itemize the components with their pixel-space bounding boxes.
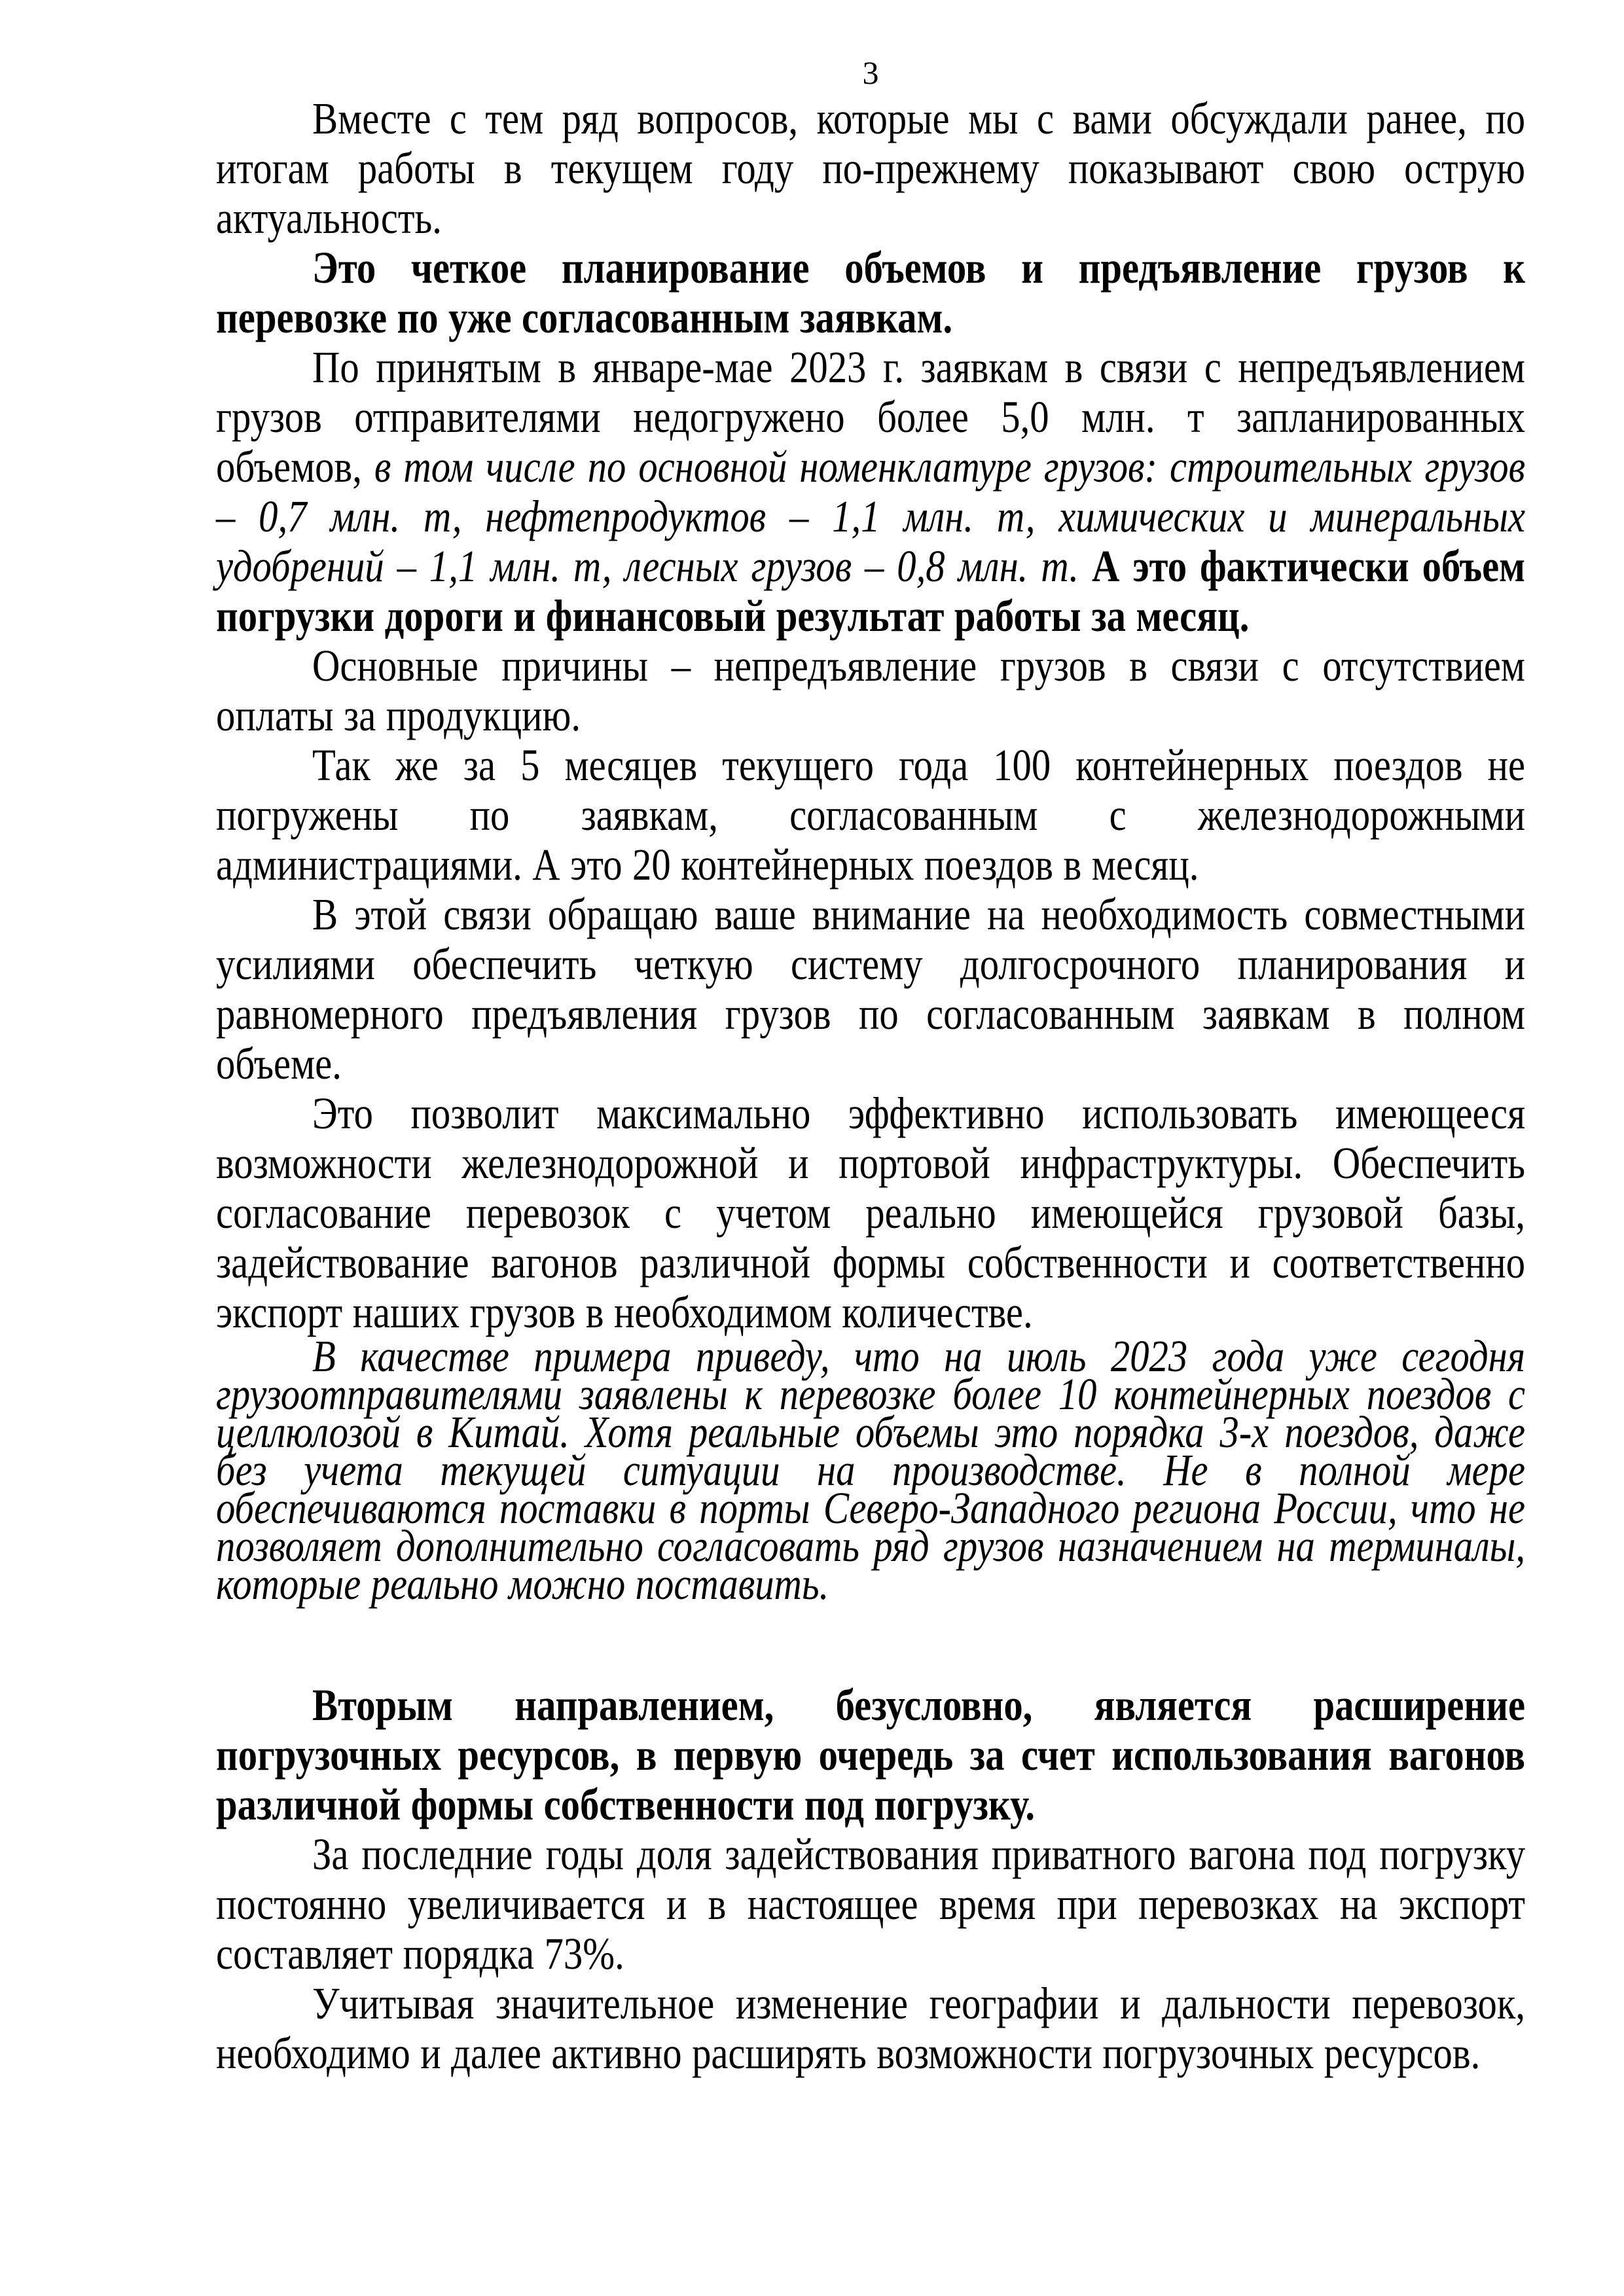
paragraph-p7 xyxy=(216,1088,1525,1337)
paragraph-p3 xyxy=(216,342,1525,641)
text-run-normal: За последние годы доля задействования приватного вагона под погрузку постоянно увеличивается и в настоящее время при перевозках на экспорт составляет порядка 73%. xyxy=(216,1829,1526,1979)
paragraph-p11 xyxy=(216,1979,1525,2078)
text-run-normal: Так же за 5 месяцев текущего года 100 контейнерных поездов не погружены по заявкам, согласованным с железнодорожными администрациями. А это 20 контейнерных поездов в месяц. xyxy=(216,740,1526,889)
paragraph-p2 xyxy=(216,243,1525,342)
paragraph-p6 xyxy=(216,889,1525,1088)
text-run-normal: Это позволит максимально эффективно использовать имеющееся возможности железнодорожной и портовой инфраструктуры. Обеспечить согласование перевозок с учетом реально имеющейся грузовой базы, задействование вагонов различной формы собственности и соответственно экспорт наших грузов в необходимом количестве. xyxy=(216,1088,1526,1337)
text-run-normal: Основные причины – непредъявление грузов в связи с отсутствием оплаты за продукцию. xyxy=(216,641,1526,740)
text-run-normal: Учитывая значительное изменение географии и дальности перевозок, необходимо и далее активно расширять возможности погрузочных ресурсов. xyxy=(216,1979,1526,2078)
document-content xyxy=(216,94,1525,2078)
paragraph-p10 xyxy=(216,1829,1525,1979)
text-run-italic: в том числе по основной номенклатуре грузов: строительных грузов – 0,7 млн. т, нефтепродуктов – 1,1 млн. т, химических и минеральных удобрений – 1,1 млн. т, лесных грузов – 0,8 млн. т. xyxy=(216,442,1526,591)
paragraph-p9 xyxy=(216,1680,1525,1829)
paragraph-p8 xyxy=(216,1331,1526,1609)
text-run-bold: А это фактически объем погрузки дороги и финансовый результат работы за месяц. xyxy=(216,541,1526,641)
text-run-normal: В этой связи обращаю ваше внимание на необходимость совместными усилиями обеспечить четкую систему долгосрочного планирования и равномерного предъявления грузов по согласованным заявкам в полном объеме. xyxy=(216,889,1526,1088)
text-run-italic: В качестве примера приведу, что на июль 2023 года уже сегодня грузоотправителями заявлены к перевозке более 10 контейнерных поездов с целлюлозой в Китай. Хотя реальные объемы это порядка 3-х поездов, даже без учета текущей ситуации на производстве. Не в полной мере обеспечиваются поставки в порты Северо-Западного региона России, что не позволяет дополнительно согласовать ряд грузов назначением на терминалы, которые реально можно поставить. xyxy=(216,1331,1526,1609)
paragraph-p4 xyxy=(216,641,1525,740)
paragraph-p5 xyxy=(216,740,1525,889)
text-run-normal: Вместе с тем ряд вопросов, которые мы с вами обсуждали ранее, по итогам работы в текущем году по-прежнему показывают свою острую актуальность. xyxy=(216,94,1526,243)
text-run-normal: По принятым в январе-мае 2023 г. заявкам в связи с непредъявлением грузов отправителями недогружено более 5,0 млн. т запланированных объемов, xyxy=(216,342,1526,492)
text-run-bold: Вторым направлением, безусловно, является расширение погрузочных ресурсов, в первую очередь за счет использования вагонов различной формы собственности под погрузку. xyxy=(216,1680,1526,1829)
paragraph-p1 xyxy=(216,94,1525,243)
page-number: 3 xyxy=(862,54,879,91)
text-run-bold: Это четкое планирование объемов и предъявление грузов к перевозке по уже согласованным заявкам. xyxy=(216,243,1526,342)
